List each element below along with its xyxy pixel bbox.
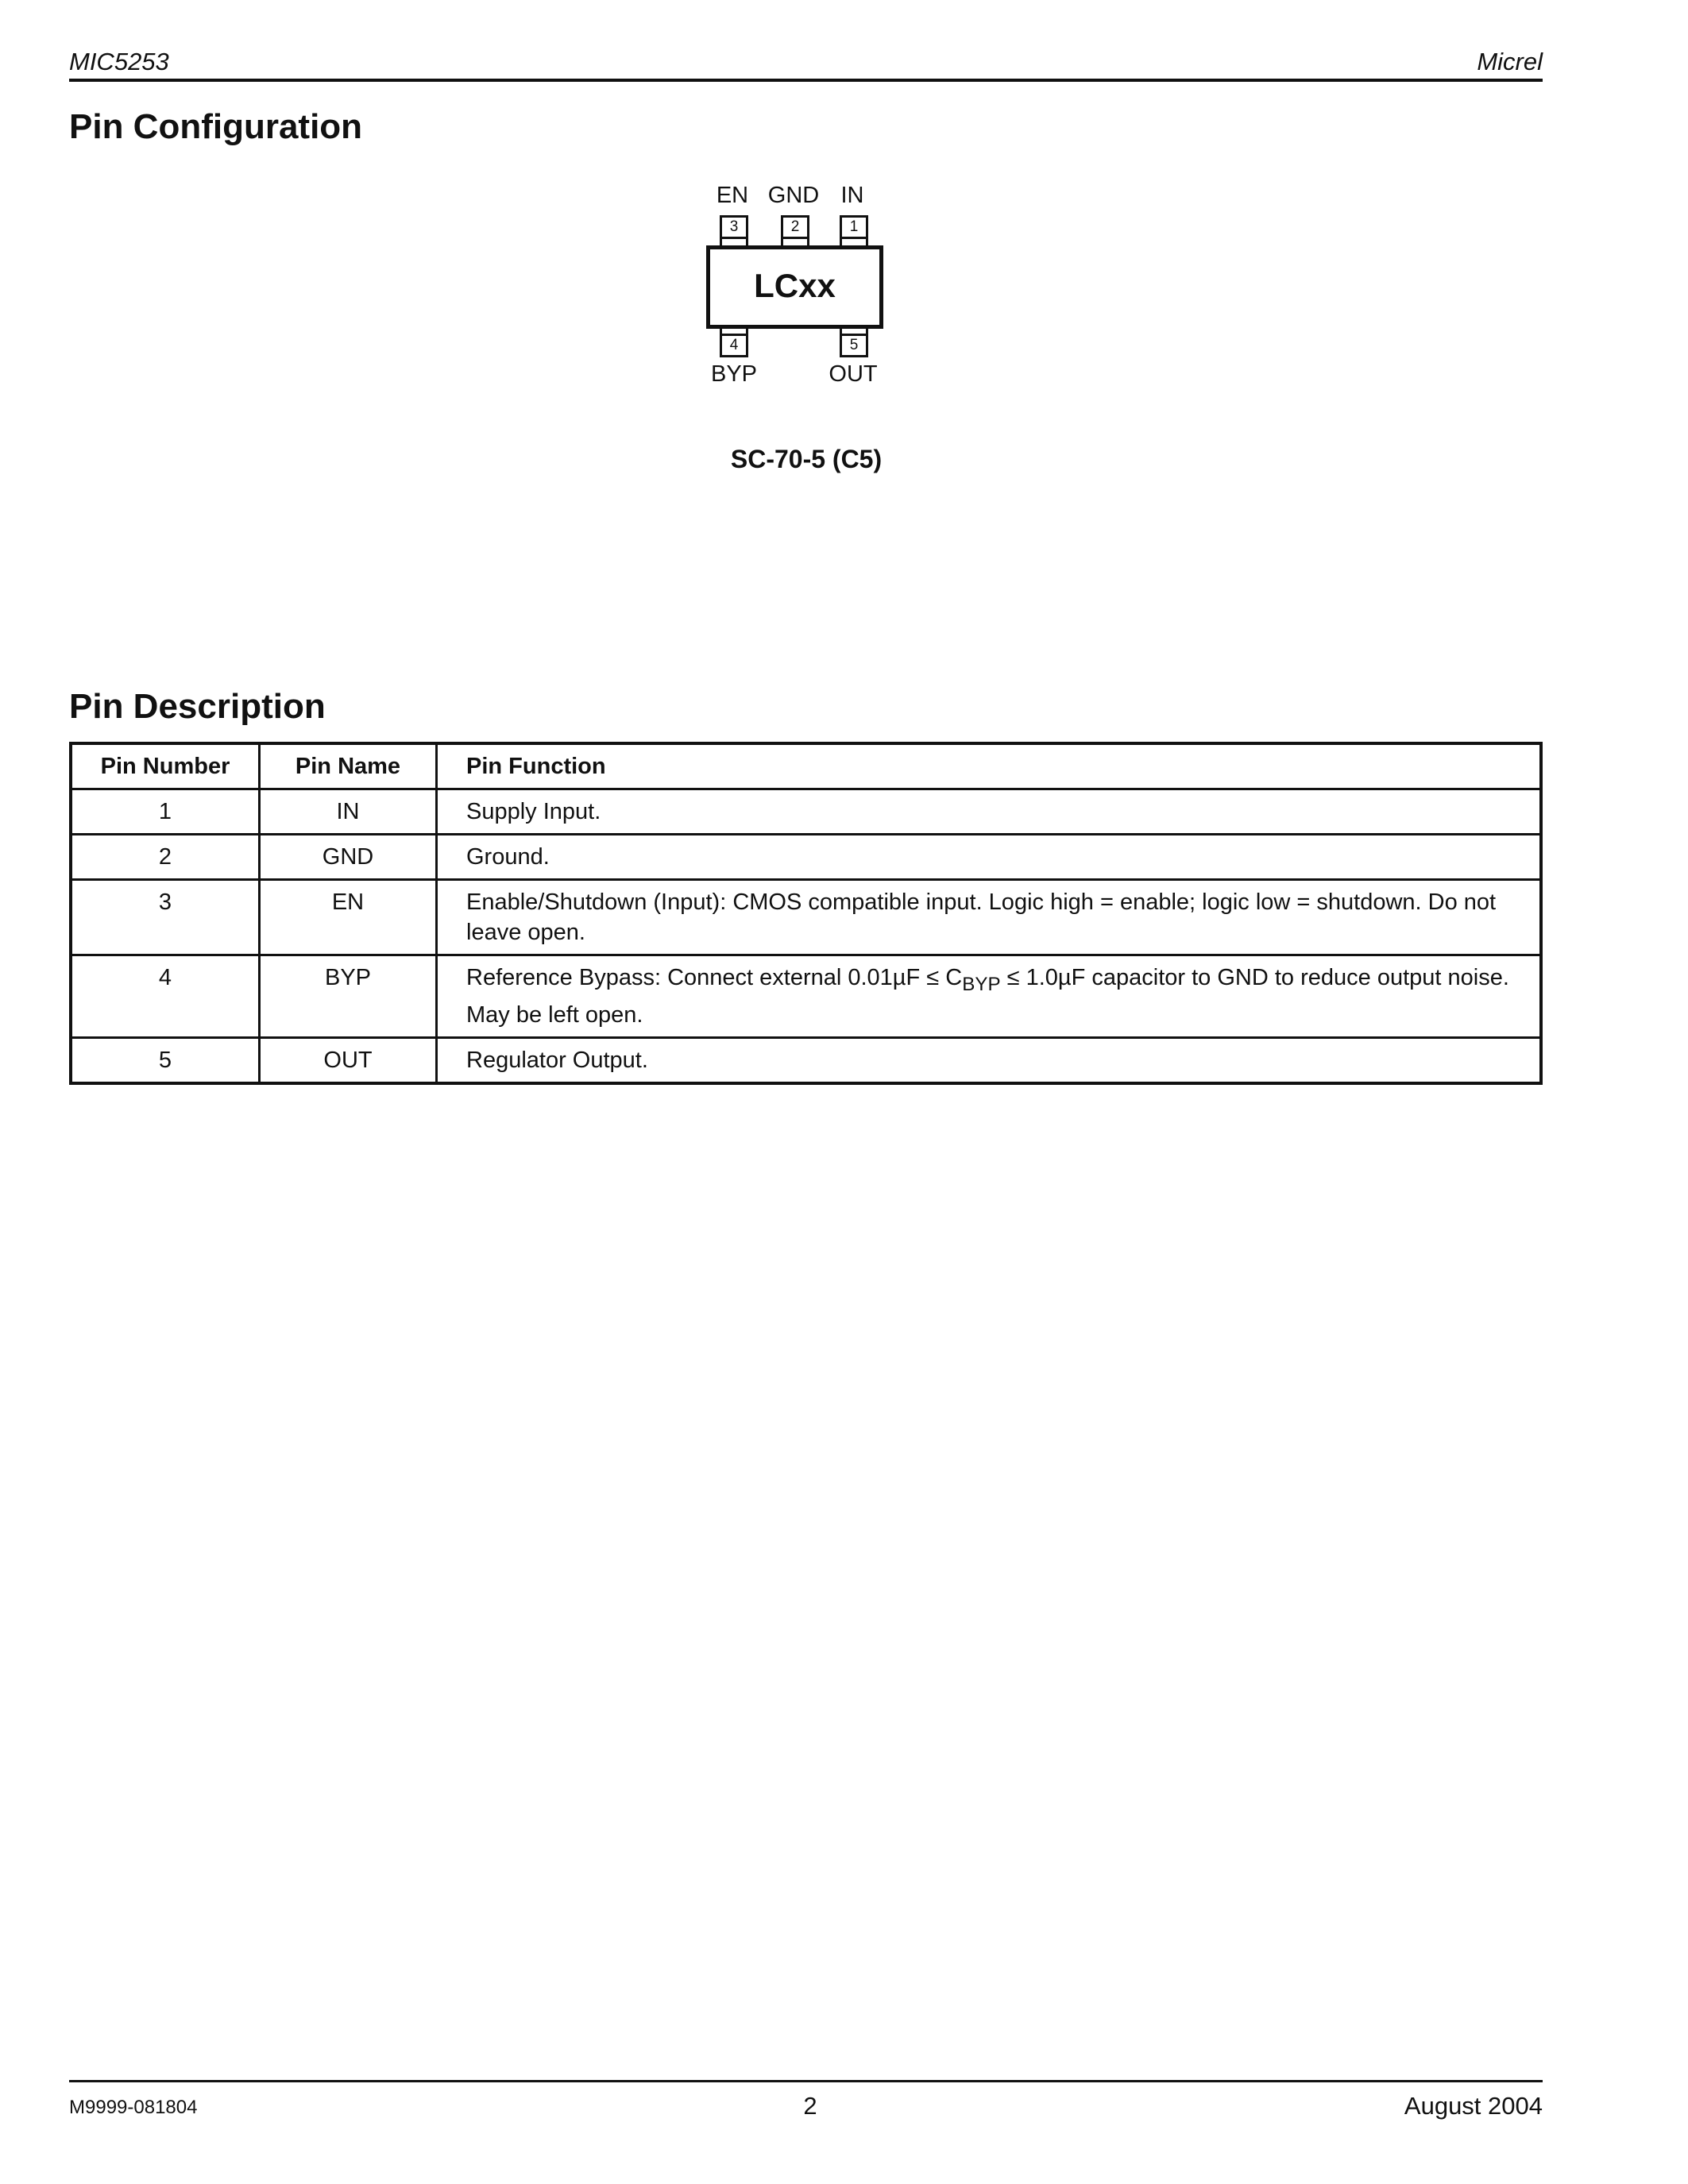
pin-label-byp: BYP — [710, 361, 758, 387]
pin-3: 3 — [720, 215, 748, 239]
pin-name-cell: BYP — [260, 955, 437, 1038]
pin-description-table — [69, 742, 1543, 1085]
pin-name-cell: OUT — [260, 1037, 437, 1083]
footer-date: August 2004 — [1404, 2092, 1543, 2120]
pin-number-cell: 5 — [71, 1037, 260, 1083]
header-part-number: MIC5253 — [69, 48, 169, 75]
package-marking: LCxx — [754, 267, 836, 304]
table-header-row — [71, 743, 1541, 789]
pin-label-gnd: GND — [767, 183, 820, 208]
pin-1: 1 — [840, 215, 868, 239]
pin-configuration-title: Pin Configuration — [69, 107, 363, 146]
column-header: Pin Number — [71, 743, 260, 789]
pin-5: 5 — [840, 334, 868, 357]
header-company: Micrel — [1477, 48, 1543, 75]
function-text: Reference Bypass: Connect external 0.01µF ≤ C — [466, 965, 963, 990]
pin-label-in: IN — [840, 183, 864, 208]
pin-number-cell: 1 — [71, 789, 260, 835]
pin-name-cell: EN — [260, 880, 437, 955]
table-row — [71, 880, 1541, 955]
pin-number-cell: 2 — [71, 835, 260, 880]
pin-2: 2 — [781, 215, 809, 239]
pin-name-cell: GND — [260, 835, 437, 880]
table-row — [71, 955, 1541, 1038]
footer-page-number: 2 — [803, 2092, 817, 2120]
pin-function-cell: Enable/Shutdown (Input): CMOS compatible input. Logic high = enable; logic low = shutdown. Do not leave open. — [437, 880, 1542, 955]
pin-function-cell: Supply Input. — [437, 789, 1542, 835]
footer-doc-number: M9999-081804 — [69, 2097, 198, 2118]
table-row — [71, 835, 1541, 880]
package-name: SC-70-5 (C5) — [730, 445, 883, 473]
column-header: Pin Name — [260, 743, 437, 789]
function-subscript: BYP — [962, 973, 1001, 995]
pin-number-cell: 4 — [71, 955, 260, 1038]
table-row — [71, 1037, 1541, 1083]
pin-number-cell: 3 — [71, 880, 260, 955]
pin-description-title: Pin Description — [69, 687, 326, 726]
pin-function-cell: Regulator Output. — [437, 1037, 1542, 1083]
header-rule — [69, 79, 1543, 82]
table-row — [71, 789, 1541, 835]
pin-label-out: OUT — [829, 361, 878, 387]
pin-label-en: EN — [716, 183, 749, 208]
footer-rule — [69, 2080, 1543, 2082]
pin-function-cell — [437, 955, 1542, 1038]
pin-name-cell: IN — [260, 789, 437, 835]
pin-4: 4 — [720, 334, 748, 357]
pin-function-cell: Ground. — [437, 835, 1542, 880]
column-header: Pin Function — [437, 743, 1542, 789]
function-text: ≤ 1.0µF capacitor to GND to reduce output noise. May be left open. — [466, 965, 1509, 1028]
package-body — [706, 245, 883, 329]
